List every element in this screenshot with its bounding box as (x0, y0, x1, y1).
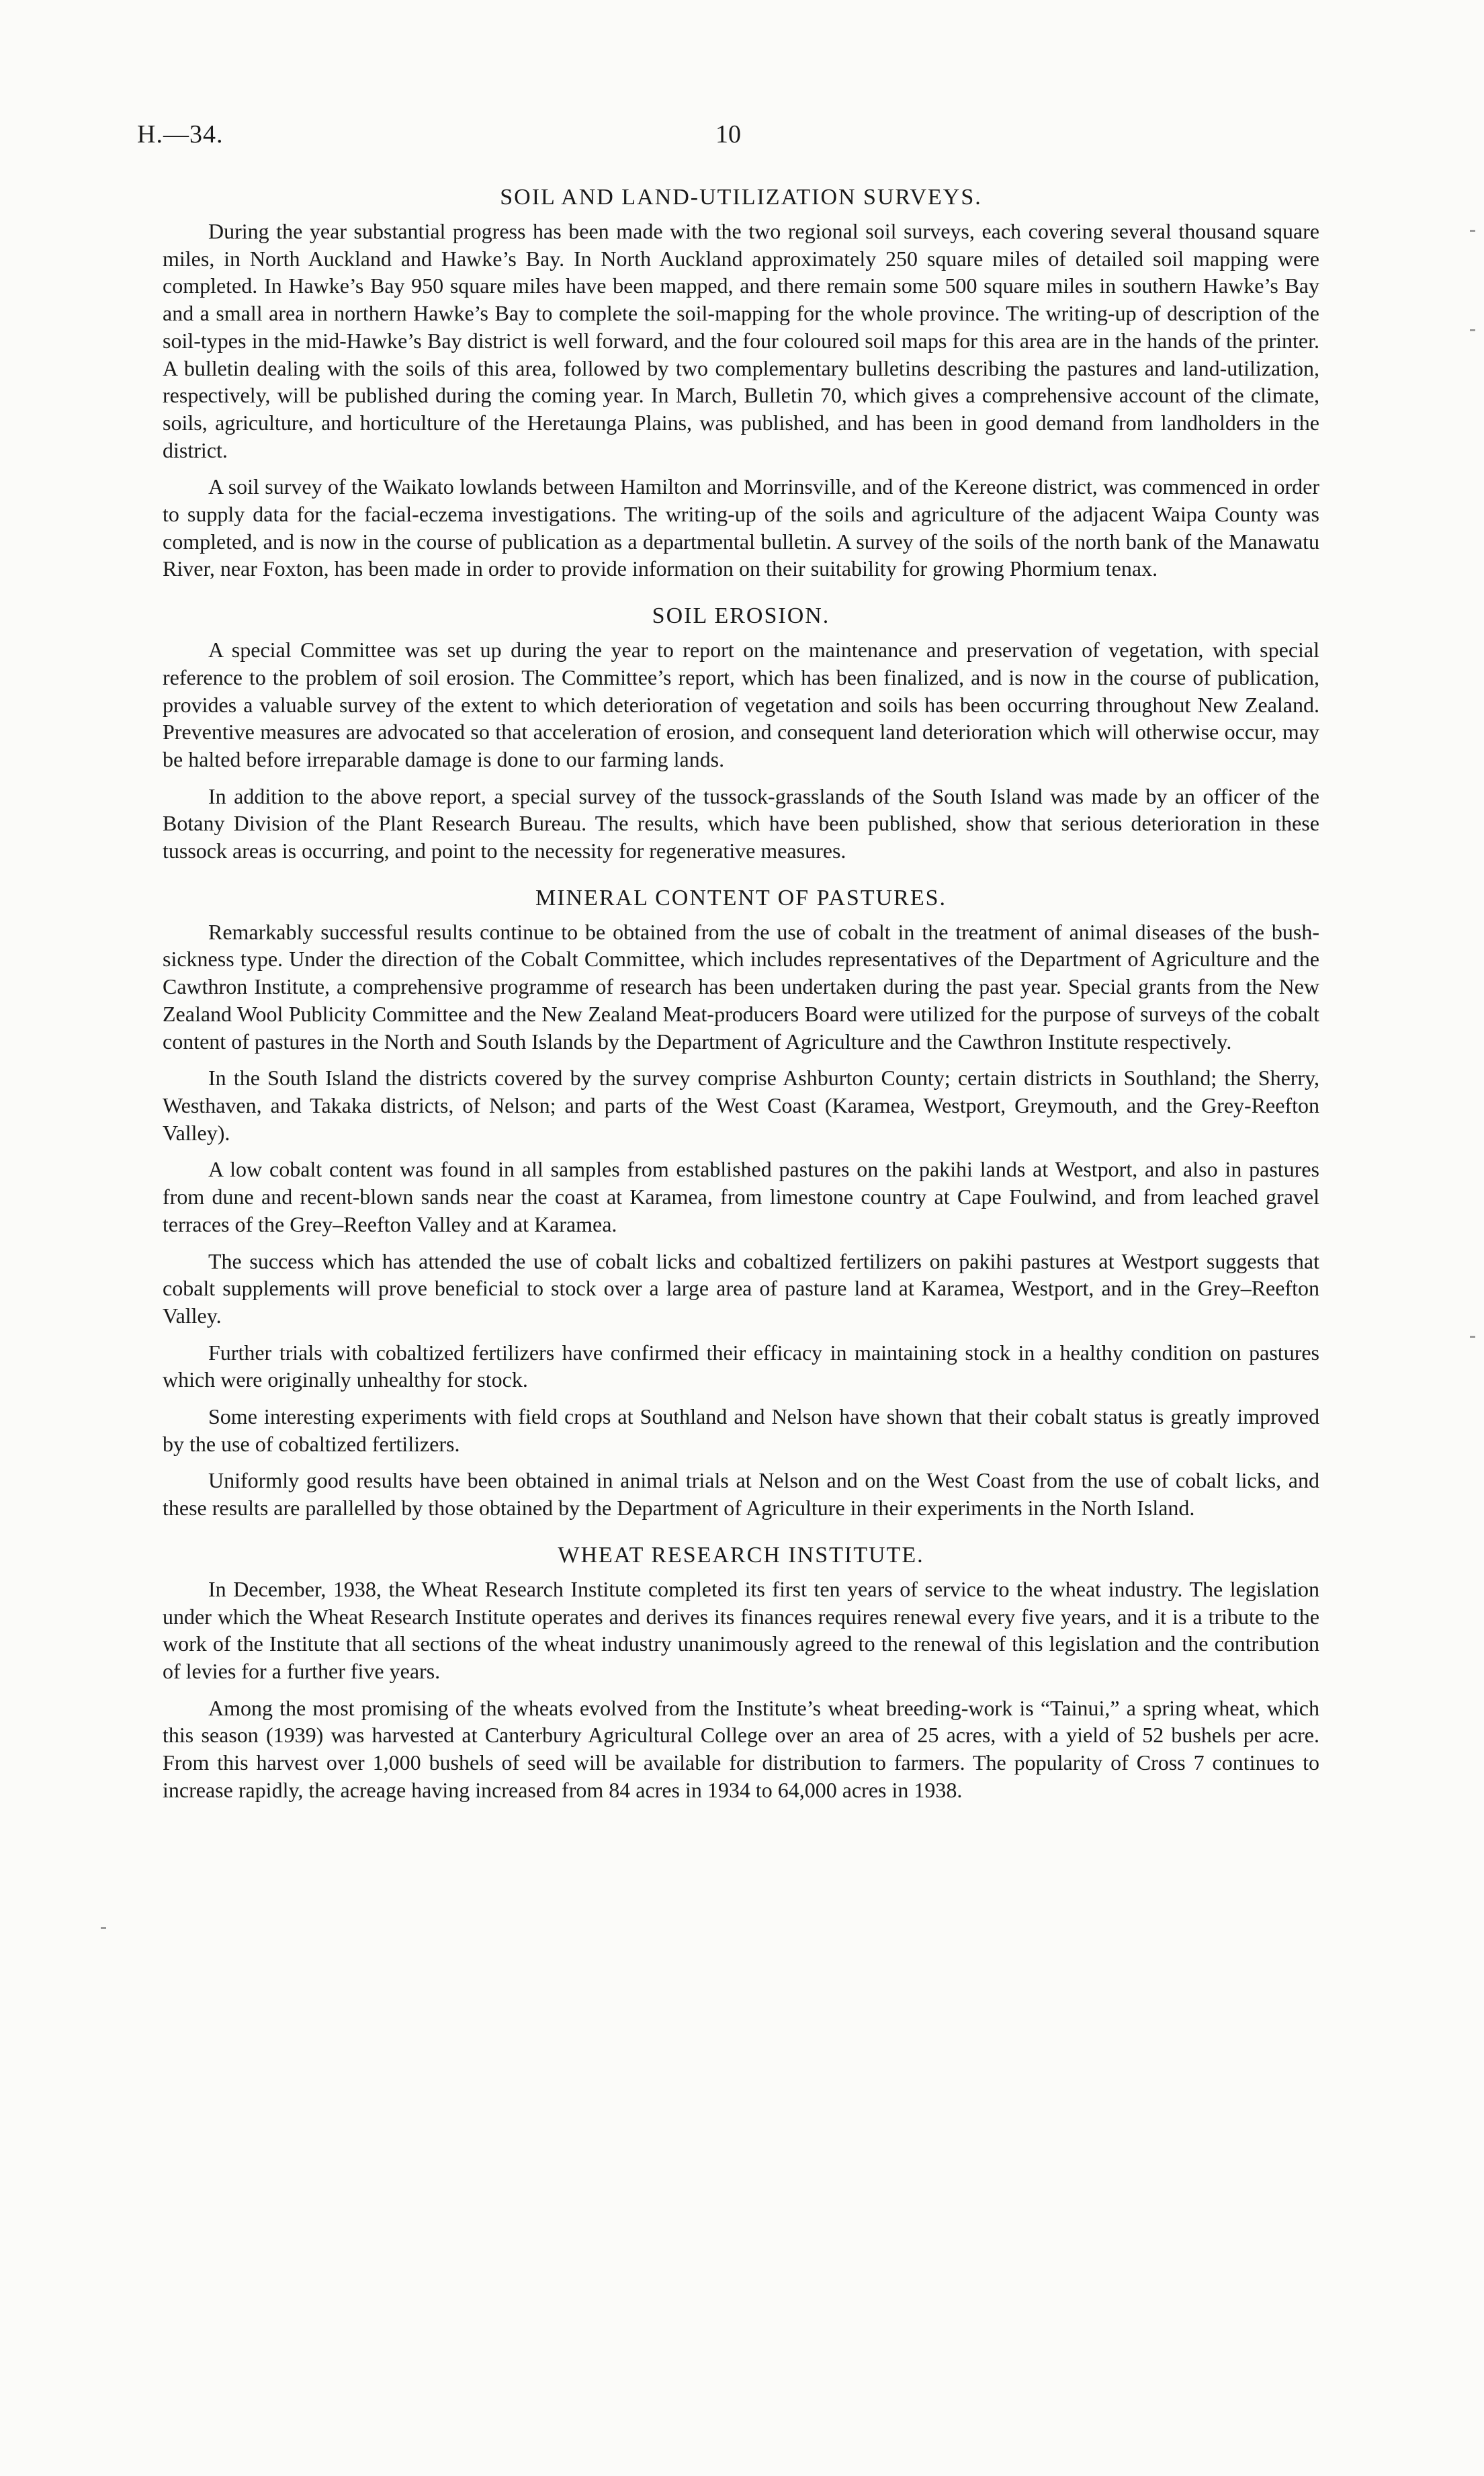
paragraph: In the South Island the districts covered by the survey comprise Ashburton County; certain districts in Southland; the Sherry, Westhaven, and Takaka districts, of Nelson; and parts of the West Coast (Karamea, Westport, Greymouth, and the Grey-Reefton Valley). (163, 1066, 1319, 1145)
section-soil-erosion (163, 601, 1319, 865)
paragraph: During the year substantial progress has been made with the two regional soil surveys, each covering several thousand square miles, in North Auckland and Hawke’s Bay. In North Auckland approximately 250 square miles of detailed soil mapping were completed. In Hawke’s Bay 950 square miles have been mapped, and there remain some 500 square miles in southern Hawke’s Bay and a small area in northern Hawke’s Bay to complete the soil-mapping for the whole province. The writing-up of description of the soil-types in the mid-Hawke’s Bay district is well forward, and the four coloured soil maps for this area are in the hands of the printer. A bulletin dealing with the soils of this area, followed by two complementary bulletins describing the pastures and land-utilization, respectively, will be published during the coming year. In March, Bulletin 70, which gives a comprehensive account of the climate, soils, agriculture, and horticulture of the Heretaunga Plains, was published, and has been in good demand from landholders in the district. (163, 219, 1319, 462)
paragraph: Among the most promising of the wheats evolved from the Institute’s wheat breeding-work is “Tainui,” a spring wheat, which this season (1939) was harvested at Canterbury Agricultural College over an area of 25 acres, with a yield of 52 bushels per acre. From this harvest over 1,000 bushels of seed will be available for distribution to farmers. The popularity of Cross 7 continues to increase rapidly, the acreage having increased from 84 acres in 1934 to 64,000 acres in 1938. (163, 1695, 1319, 1802)
paragraph: In December, 1938, the Wheat Research Institute completed its first ten years of service to the wheat industry. The legislation under which the Wheat Research Institute operates and derives its finances requires renewal every five years, and it is a tribute to the work of the Institute that all sections of the wheat industry unanimously agreed to the renewal of this legislation and the contribution of levies for a further five years. (163, 1576, 1319, 1683)
document-reference: H.—34. (137, 120, 224, 148)
paragraph: A low cobalt content was found in all samples from established pastures on the pakihi lands at Westport, and also in pastures from dune and recent-blown sands near the coast at Karamea, from limestone country at Cape Foulwind, and from leached gravel terraces of the Grey–Reefton Valley and at Karamea. (163, 1157, 1319, 1236)
section-heading: SOIL AND LAND-UTILIZATION SURVEYS. (500, 185, 982, 210)
margin-mark (1470, 230, 1475, 232)
margin-mark (101, 1927, 106, 1929)
margin-mark (1470, 1336, 1475, 1338)
paragraph: Remarkably successful results continue to be obtained from the use of cobalt in the treatment of animal diseases of the bush-sickness type. Under the direction of the Cobalt Committee, which includes representatives of the Department of Agriculture and the Cawthron Institute, a comprehensive programme of research has been undertaken during the past year. Special grants from the New Zealand Wool Publicity Committee and the New Zealand Meat-producers Board were utilized for the purpose of surveys of the cobalt content of pastures in the North and South Islands by the Department of Agriculture and the Cawthron Institute respectively. (163, 919, 1319, 1054)
document-body (163, 183, 1319, 1813)
page-number: 10 (715, 120, 741, 148)
section-wheat-research (163, 1541, 1319, 1804)
paragraph: A soil survey of the Waikato lowlands between Hamilton and Morrinsville, and of the Kereone district, was commenced in order to supply data for the facial-eczema investigations. The writing-up of the soils and agriculture of the adjacent Waipa County was completed, and is now in the course of publication as a departmental bulletin. A survey of the soils of the north bank of the Manawatu River, near Foxton, has been made in order to provide information on their suitability for growing Phormium tenax. (163, 474, 1319, 581)
section-heading: SOIL EROSION. (652, 603, 830, 629)
paragraph: The success which has attended the use of cobalt licks and cobaltized fertilizers on pakihi pastures at Westport suggests that cobalt supplements will prove beneficial to stock over a large area of pasture land at Karamea, Westport, and in the Grey–Reefton Valley. (163, 1248, 1319, 1328)
paragraph: Some interesting experiments with field crops at Southland and Nelson have shown that their cobalt status is greatly improved by the use of cobaltized fertilizers. (163, 1404, 1319, 1456)
running-header (137, 120, 1319, 153)
paragraph: In addition to the above report, a special survey of the tussock-grasslands of the South Island was made by an officer of the Botany Division of the Plant Research Bureau. The results, which have been published, show that serious deterioration in these tussock areas is occurring, and point to the necessity for regenerative measures. (163, 783, 1319, 863)
paragraph: A special Committee was set up during the year to report on the maintenance and preservation of vegetation, with special reference to the problem of soil erosion. The Committee’s report, which has been finalized, and is now in the course of publication, provides a valuable survey of the extent to which deterioration of vegetation and soils has been occurring throughout New Zealand. Preventive measures are advocated so that acceleration of erosion, and consequent land deterioration which will otherwise occur, may be halted before irreparable damage is done to our farming lands. (163, 638, 1319, 771)
section-mineral-content (163, 884, 1319, 1522)
section-soil-surveys (163, 183, 1319, 583)
section-heading: WHEAT RESEARCH INSTITUTE. (558, 1542, 924, 1568)
paragraph: Further trials with cobaltized fertilizers have confirmed their efficacy in maintaining stock in a healthy condition on pastures which were originally unhealthy for stock. (163, 1340, 1319, 1392)
paragraph: Uniformly good results have been obtained in animal trials at Nelson and on the West Coast from the use of cobalt licks, and these results are parallelled by those obtained by the Department of Agriculture in their experiments in the North Island. (163, 1468, 1319, 1521)
section-heading: MINERAL CONTENT OF PASTURES. (535, 885, 947, 910)
margin-mark (1470, 329, 1475, 331)
